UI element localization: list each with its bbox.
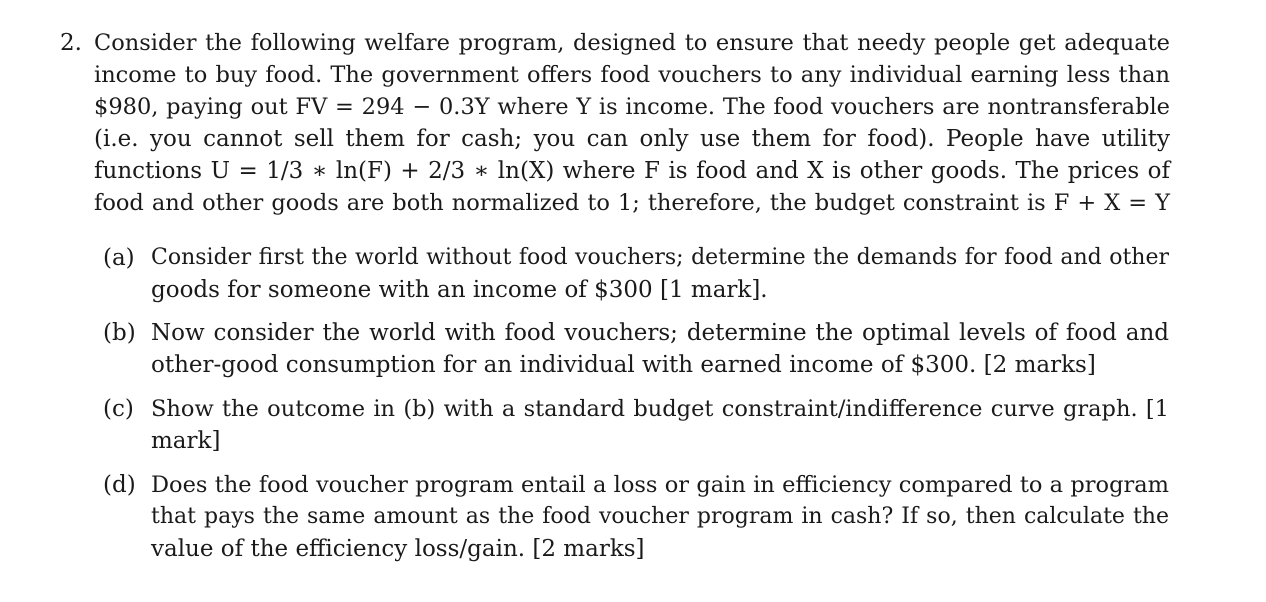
part-d-line-3: value of the efficiency loss/gain. [2 marks] — [151, 536, 645, 562]
part-a-line-2: goods for someone with an income of $300 [1 mark]. — [151, 277, 768, 303]
part-d-line-1: Does the food voucher program entail a loss or gain in efficiency compared to a program — [151, 472, 1169, 498]
question-line-5: functions U = 1/3 ∗ ln(F) + 2/3 ∗ ln(X) where F is food and X is other goods. The prices of — [94, 158, 1170, 184]
part-b-label: (b) — [103, 320, 136, 346]
part-a-line-1: Consider first the world without food vouchers; determine the demands for food and other — [151, 245, 1169, 270]
question-line-6: food and other goods are both normalized to 1; therefore, the budget constraint is F + X = Y — [94, 190, 1170, 216]
question-number: 2. — [60, 30, 82, 56]
part-c-line-1: Show the outcome in (b) with a standard budget constraint/indifference curve graph. [1 — [151, 396, 1169, 422]
question-line-4: (i.e. you cannot sell them for cash; you can only use them for food). People have utility — [94, 126, 1170, 152]
part-a-label: (a) — [103, 245, 135, 271]
part-c-line-2: mark] — [151, 428, 221, 454]
part-d-line-2: that pays the same amount as the food voucher program in cash? If so, then calculate the — [151, 504, 1169, 529]
part-d-label: (d) — [103, 472, 136, 498]
part-b-line-1: Now consider the world with food vouchers; determine the optimal levels of food and — [151, 320, 1169, 346]
question-line-2: income to buy food. The government offers food vouchers to any individual earning less than — [94, 62, 1170, 88]
question-line-1: Consider the following welfare program, designed to ensure that needy people get adequate — [94, 30, 1170, 56]
part-b-line-2: other-good consumption for an individual with earned income of $300. [2 marks] — [151, 352, 1096, 378]
part-c-label: (c) — [103, 396, 134, 422]
question-line-3: $980, paying out FV = 294 − 0.3Y where Y is income. The food vouchers are nontransferable — [94, 94, 1170, 120]
